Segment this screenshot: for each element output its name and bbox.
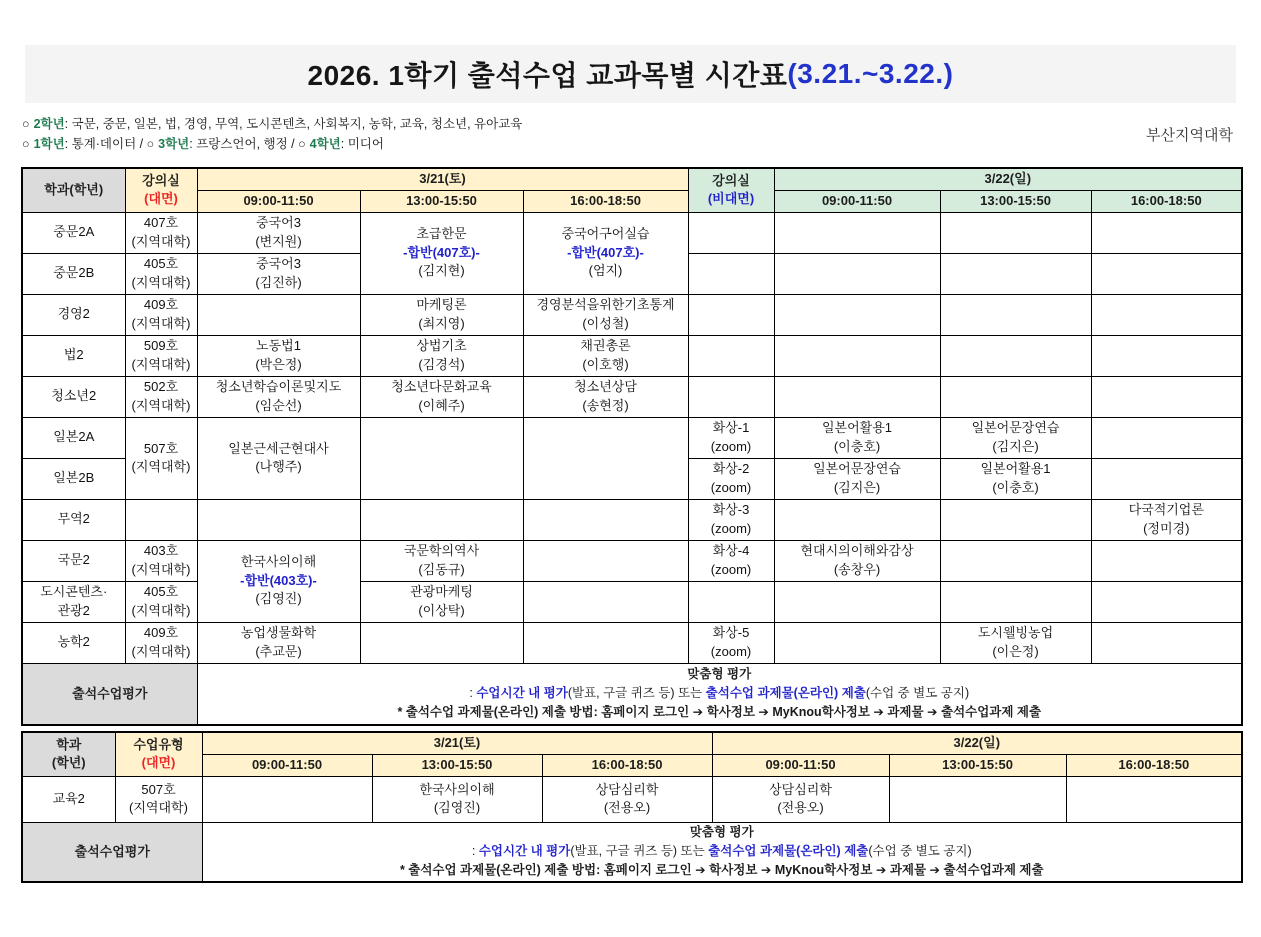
room-cell: 403호 (지역대학) <box>125 540 197 581</box>
eval-text-segment: : <box>469 686 477 701</box>
header-room-online: 강의실 (비대면) <box>688 168 774 212</box>
eval-text-segment: 맞춤형 평가 <box>689 824 754 839</box>
room-cell <box>125 499 197 540</box>
eval-label: 출석수업평가 <box>22 663 197 725</box>
class-cell <box>1091 622 1242 663</box>
dept-cell: 중문2B <box>22 253 125 294</box>
time-header: 09:00-11:50 <box>197 190 360 212</box>
eval-text-segment: 출석수업 과제물(온라인) 제출 <box>708 844 869 859</box>
class-cell <box>774 294 940 335</box>
class-cell <box>1091 294 1242 335</box>
class-cell: 청소년다문화교육 (이혜주) <box>360 376 523 417</box>
class-cell: 한국사의이해 (김영진) <box>372 776 542 822</box>
class-cell <box>1091 540 1242 581</box>
class-cell: 청소년상담 (송현정) <box>523 376 688 417</box>
class-cell: 채권총론 (이호행) <box>523 335 688 376</box>
room-cell: 509호 (지역대학) <box>125 335 197 376</box>
class-cell <box>360 622 523 663</box>
eval-text-segment: 맞춤형 평가 <box>687 666 752 681</box>
class-cell: 중국어3 (김진하) <box>197 253 360 294</box>
class-cell <box>1091 458 1242 499</box>
class-cell <box>1091 581 1242 622</box>
room-cell <box>688 376 774 417</box>
legend-text: : 통계·데이터 / <box>64 137 147 151</box>
class-cell: 농업생물화학 (추교문) <box>197 622 360 663</box>
timetable-page <box>0 45 1261 937</box>
class-cell <box>940 499 1091 540</box>
header-class-type: 수업유형 (대면) <box>115 732 202 776</box>
class-cell <box>1091 253 1242 294</box>
class-cell <box>197 499 360 540</box>
class-cell: 상담심리학 (전용오) <box>542 776 712 822</box>
class-cell: 도시웰빙농업 (이은정) <box>940 622 1091 663</box>
dept-cell: 법2 <box>22 335 125 376</box>
class-cell: 중국어구어실습 -합반(407호)- (엄지) <box>523 212 688 294</box>
class-cell <box>1066 776 1242 822</box>
class-cell <box>197 294 360 335</box>
eval-label: 출석수업평가 <box>22 822 202 882</box>
eval-text-segment: * 출석수업 과제물(온라인) 제출 방법: 홈페이지 로그인 ➔ 학사정보 ➔ MyKnou학사정보 ➔ 과제물 ➔ 출석수업과제 제출 <box>399 863 1044 878</box>
class-cell <box>774 376 940 417</box>
class-cell <box>940 294 1091 335</box>
legend-bullet-icon: ○ <box>22 117 30 131</box>
eval-text-segment: (수업 중 별도 공지) <box>865 686 970 701</box>
class-cell <box>774 581 940 622</box>
class-cell: 마케팅론 (최지영) <box>360 294 523 335</box>
time-header: 16:00-18:50 <box>1066 754 1242 776</box>
class-cell: 초급한문 -합반(407호)- (김지현) <box>360 212 523 294</box>
page-title: 2026. 1학기 출석수업 교과목별 시간표 <box>307 60 788 91</box>
legend-text: : 국문, 중문, 일본, 법, 경영, 무역, 도시콘텐츠, 사회복지, 농학, 교육, 청소년, 유아교육 <box>64 117 523 131</box>
dept-cell: 교육2 <box>22 776 115 822</box>
class-cell: 경영분석을위한기초통계 (이성철) <box>523 294 688 335</box>
time-header: 13:00-15:50 <box>940 190 1091 212</box>
class-cell: 상법기초 (김경석) <box>360 335 523 376</box>
dept-cell: 국문2 <box>22 540 125 581</box>
day-header-sat: 3/21(토) <box>197 168 688 190</box>
dept-cell: 일본2B <box>22 458 125 499</box>
class-cell <box>360 499 523 540</box>
legend-grade: 4학년 <box>309 137 341 151</box>
class-cell <box>940 335 1091 376</box>
eval-line <box>200 665 1240 684</box>
page-title-dates: (3.21.~3.22.) <box>787 58 954 89</box>
class-cell <box>1091 376 1242 417</box>
room-cell: 502호 (지역대학) <box>125 376 197 417</box>
class-cell <box>774 253 940 294</box>
room-cell: 409호 (지역대학) <box>125 294 197 335</box>
class-cell <box>523 499 688 540</box>
day-header-sun: 3/22(일) <box>712 732 1242 754</box>
class-cell <box>1091 212 1242 253</box>
class-cell <box>774 335 940 376</box>
legend-bullet-icon: ○ <box>22 137 30 151</box>
legend-text: : 프랑스언어, 행정 / <box>189 137 299 151</box>
day-header-sun: 3/22(일) <box>774 168 1242 190</box>
eval-text-segment: (발표, 구글 퀴즈 등) 또는 <box>570 844 709 859</box>
header-room-offline: 강의실 (대면) <box>125 168 197 212</box>
eval-text-segment: 수업시간 내 평가 <box>476 686 568 701</box>
timetable-education <box>21 731 1243 883</box>
dept-cell: 농학2 <box>22 622 125 663</box>
legend-grade: 3학년 <box>158 137 190 151</box>
room-cell: 화상-4 (zoom) <box>688 540 774 581</box>
class-cell <box>774 212 940 253</box>
room-cell: 405호 (지역대학) <box>125 581 197 622</box>
time-header: 09:00-11:50 <box>202 754 372 776</box>
class-cell: 다국적기업론 (정미경) <box>1091 499 1242 540</box>
time-header: 16:00-18:50 <box>542 754 712 776</box>
legend-text: : 미디어 <box>340 137 384 151</box>
time-header: 16:00-18:50 <box>523 190 688 212</box>
class-cell <box>940 253 1091 294</box>
legend-line-1 <box>22 114 522 134</box>
time-header: 13:00-15:50 <box>889 754 1066 776</box>
dept-cell: 청소년2 <box>22 376 125 417</box>
class-cell <box>940 212 1091 253</box>
class-cell: 일본어활용1 (이충호) <box>774 417 940 458</box>
class-cell <box>1091 335 1242 376</box>
class-cell <box>523 581 688 622</box>
legend-bullet-icon: ○ <box>146 137 155 151</box>
campus-name: 부산지역대학 <box>1146 126 1233 144</box>
legend-row <box>22 114 1233 154</box>
class-cell <box>202 776 372 822</box>
room-cell: 405호 (지역대학) <box>125 253 197 294</box>
class-cell <box>1091 417 1242 458</box>
class-cell: 현대시의이해와감상 (송창우) <box>774 540 940 581</box>
eval-line <box>205 842 1240 861</box>
header-dept: 학과(학년) <box>22 168 125 212</box>
class-cell <box>523 417 688 499</box>
room-cell: 409호 (지역대학) <box>125 622 197 663</box>
timetable-main <box>21 167 1243 726</box>
class-cell: 상담심리학 (전용오) <box>712 776 889 822</box>
time-header: 13:00-15:50 <box>372 754 542 776</box>
room-cell <box>688 294 774 335</box>
dept-cell: 일본2A <box>22 417 125 458</box>
class-cell: 청소년학습이론및지도 (임순선) <box>197 376 360 417</box>
header-dept: 학과 (학년) <box>22 732 115 776</box>
time-header: 13:00-15:50 <box>360 190 523 212</box>
room-cell: 화상-3 (zoom) <box>688 499 774 540</box>
dept-cell: 중문2A <box>22 212 125 253</box>
class-cell: 노동법1 (박은정) <box>197 335 360 376</box>
room-cell <box>688 335 774 376</box>
day-header-sat: 3/21(토) <box>202 732 712 754</box>
room-cell: 507호 (지역대학) <box>115 776 202 822</box>
eval-text-segment: * 출석수업 과제물(온라인) 제출 방법: 홈페이지 로그인 ➔ 학사정보 ➔ MyKnou학사정보 ➔ 과제물 ➔ 출석수업과제 제출 <box>397 705 1042 720</box>
room-cell <box>688 253 774 294</box>
eval-text-segment: (발표, 구글 퀴즈 등) 또는 <box>567 686 706 701</box>
class-cell <box>940 376 1091 417</box>
class-cell: 중국어3 (변지원) <box>197 212 360 253</box>
class-cell: 한국사의이해 -합반(403호)- (김영진) <box>197 540 360 622</box>
eval-content <box>197 663 1242 725</box>
class-cell: 관광마케팅 (이상탁) <box>360 581 523 622</box>
class-cell: 일본어문장연습 (김지은) <box>774 458 940 499</box>
room-cell: 507호 (지역대학) <box>125 417 197 499</box>
eval-line <box>200 703 1240 722</box>
eval-text-segment: 수업시간 내 평가 <box>478 844 571 859</box>
class-cell: 일본근세근현대사 (나행주) <box>197 417 360 499</box>
legend-line-2 <box>22 134 522 154</box>
class-cell <box>940 581 1091 622</box>
eval-line <box>205 861 1240 880</box>
class-cell <box>523 540 688 581</box>
class-cell <box>774 622 940 663</box>
class-cell <box>523 622 688 663</box>
room-cell: 407호 (지역대학) <box>125 212 197 253</box>
title-band <box>25 45 1236 103</box>
class-cell: 일본어활용1 (이충호) <box>940 458 1091 499</box>
class-cell <box>360 417 523 499</box>
eval-line <box>205 823 1240 842</box>
dept-cell: 경영2 <box>22 294 125 335</box>
eval-content <box>202 822 1242 882</box>
legend <box>22 114 522 154</box>
class-cell: 일본어문장연습 (김지은) <box>940 417 1091 458</box>
room-cell <box>688 581 774 622</box>
eval-line <box>200 684 1240 703</box>
room-cell: 화상-5 (zoom) <box>688 622 774 663</box>
eval-text-segment: (수업 중 별도 공지) <box>868 844 972 859</box>
legend-bullet-icon: ○ <box>298 137 306 151</box>
legend-grade: 1학년 <box>33 137 65 151</box>
legend-grade: 2학년 <box>33 117 65 131</box>
eval-text-segment: 출석수업 과제물(온라인) 제출 <box>705 686 866 701</box>
class-cell <box>774 499 940 540</box>
dept-cell: 도시콘텐츠· 관광2 <box>22 581 125 622</box>
time-header: 09:00-11:50 <box>712 754 889 776</box>
class-cell <box>889 776 1066 822</box>
dept-cell: 무역2 <box>22 499 125 540</box>
room-cell: 화상-2 (zoom) <box>688 458 774 499</box>
eval-text-segment: : <box>471 844 479 859</box>
time-header: 09:00-11:50 <box>774 190 940 212</box>
class-cell: 국문학의역사 (김동규) <box>360 540 523 581</box>
time-header: 16:00-18:50 <box>1091 190 1242 212</box>
room-cell <box>688 212 774 253</box>
class-cell <box>940 540 1091 581</box>
room-cell: 화상-1 (zoom) <box>688 417 774 458</box>
